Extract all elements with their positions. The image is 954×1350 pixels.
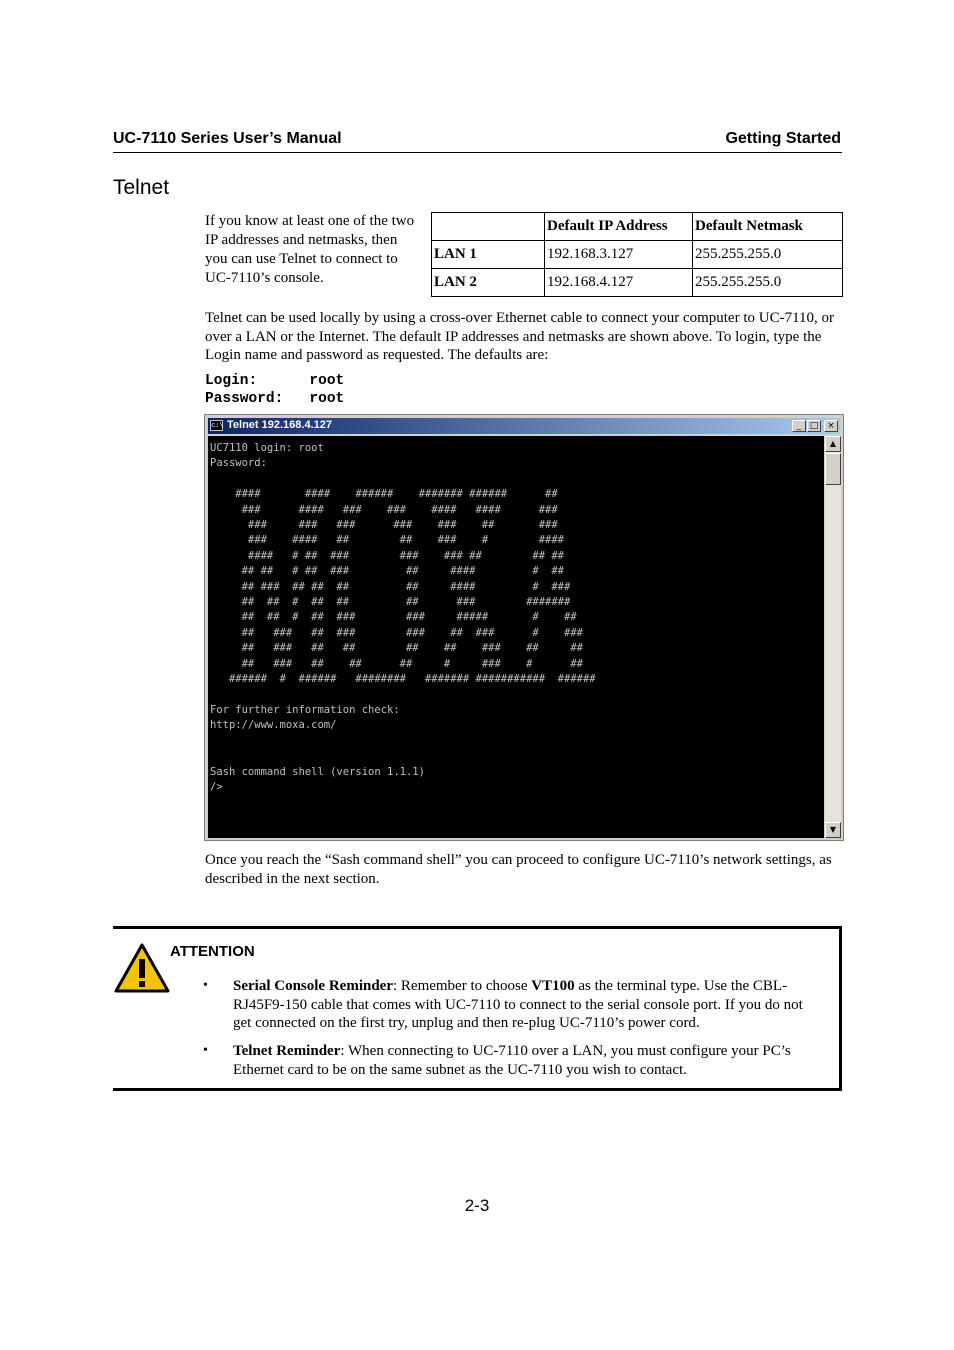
reminder-heading: Telnet Reminder xyxy=(233,1043,341,1059)
intro-text: If you know at least one of the two IP addresses and netmasks, then you can use Telnet to connect to UC-7110’s console. xyxy=(205,213,415,286)
header-manual-title: UC-7110 Series User’s Manual xyxy=(113,130,342,147)
table-row xyxy=(432,241,843,269)
console-text: UC7110 login: root Password: #### #### ###### ####### ###### ## ### #### ### ### #### #### ### ### ### ### ### ### ## ### ### #### ## ## ### # #### #### # ## ### ### ### ## ## ## ## ## # ## ### ## #### # ## ## ### ## ## ## ## #### # ### ## ## # ## ## ## ### ####### ## ## # ## ### ### ##### # ## ## ### ## ### ### ## ### # ### ## ### ## ## ## ## ### ## ## ## ### ## ## ## # ### # ## ###### # ###### ######## ####### ########### ###### For further information check: http://www.moxa.com/ Sash command shell (version 1.1.1) /> xyxy=(210,442,596,793)
scroll-up-icon[interactable]: ▲ xyxy=(825,436,841,452)
attention-title: ATTENTION xyxy=(170,943,255,960)
bullet-icon: • xyxy=(203,1043,208,1058)
page-number: 2-3 xyxy=(464,1196,490,1215)
ip-address-table xyxy=(431,212,843,297)
terminal-type: VT100 xyxy=(531,978,575,994)
table-header-cell: Default Netmask xyxy=(693,213,843,241)
console-icon: c:\ xyxy=(211,421,224,429)
scrollbar-thumb[interactable] xyxy=(825,453,841,485)
telnet-window xyxy=(204,414,844,841)
table-cell: LAN 2 xyxy=(432,269,545,297)
table-header-cell: Default IP Address xyxy=(545,213,693,241)
table-row xyxy=(432,269,843,297)
reminder-heading: Serial Console Reminder xyxy=(233,978,393,994)
header-rule xyxy=(113,152,842,153)
reminder-text: : When connecting to UC-7110 over a LAN, you must configure your PC’s Ethernet card to be on the same subnet as the UC-7110 you wish to contact. xyxy=(233,1043,791,1078)
warning-icon xyxy=(113,942,171,994)
table-header-row xyxy=(432,213,843,241)
table-cell: 255.255.255.0 xyxy=(693,269,843,297)
console-output[interactable] xyxy=(208,436,824,838)
attention-box xyxy=(113,926,842,1091)
section-title: Telnet xyxy=(113,176,170,199)
bullet-icon: • xyxy=(203,978,208,993)
after-telnet-text: Once you reach the “Sash command shell” you can proceed to configure UC-7110’s network settings, as described in the next section. xyxy=(205,852,832,887)
maximize-button[interactable]: □ xyxy=(807,420,821,432)
telnet-description: Telnet can be used locally by using a cross-over Ethernet cable to connect your computer to UC-7110, or over a LAN or the Internet. The default IP addresses and netmasks are shown above. To login, type the Login name and password as requested. The defaults are: xyxy=(205,310,835,363)
password-credential: Password: root xyxy=(205,391,345,407)
serial-console-reminder xyxy=(233,977,823,1033)
table-cell: LAN 1 xyxy=(432,241,545,269)
table-cell: 192.168.4.127 xyxy=(545,269,693,297)
table-cell: 255.255.255.0 xyxy=(693,241,843,269)
reminder-text: : Remember to choose xyxy=(392,978,532,994)
minimize-button[interactable]: _ xyxy=(792,420,806,432)
scroll-down-icon[interactable]: ▼ xyxy=(825,822,841,838)
telnet-titlebar[interactable] xyxy=(208,418,840,434)
telnet-reminder xyxy=(233,1042,823,1079)
reminder-text: as the terminal type. Use the CBL-RJ45F9-150 cable that comes with UC-7110 to connect to the serial console port. If you do not get connected on the first try, unplug and then re-plug UC-7110’s power cord. xyxy=(233,978,803,1031)
telnet-window-title: Telnet 192.168.4.127 xyxy=(227,419,332,431)
close-button[interactable]: × xyxy=(824,420,838,432)
table-header-cell xyxy=(432,213,545,241)
vertical-scrollbar[interactable] xyxy=(825,436,841,838)
login-credential: Login: root xyxy=(205,373,345,389)
header-chapter-title: Getting Started xyxy=(725,130,841,147)
table-cell: 192.168.3.127 xyxy=(545,241,693,269)
